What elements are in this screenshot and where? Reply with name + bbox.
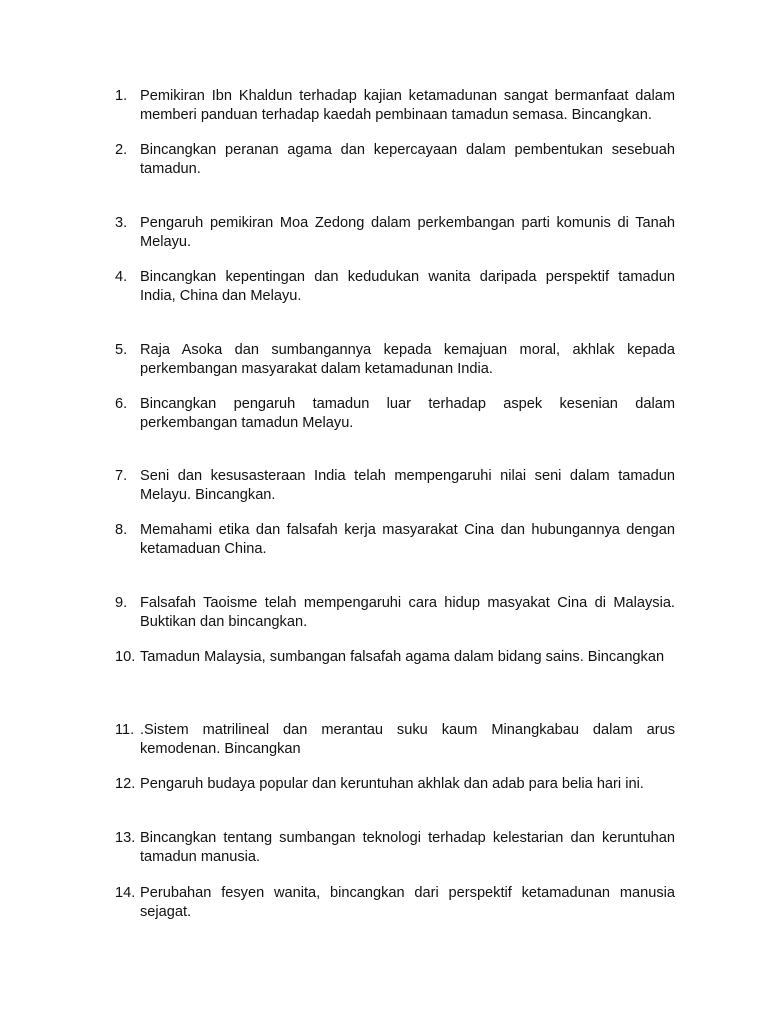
question-item-4: [115, 268, 675, 305]
question-number: 14.: [115, 885, 136, 901]
question-item-3: [115, 214, 675, 251]
question-text: Pemikiran Ibn Khaldun terhadap kajian ketamadunan sangat bermanfaat dalam memberi panduan terhadap kaedah pembinaan tamadun semasa. Bincangkan.: [140, 88, 675, 123]
question-text: Seni dan kesusasteraan India telah mempengaruhi nilai seni dalam tamadun Melayu. Bincangkan.: [140, 468, 675, 503]
question-number: 3.: [115, 215, 128, 231]
question-item-10: [115, 648, 675, 667]
question-text: Perubahan fesyen wanita, bincangkan dari perspektif ketamadunan manusia sejagat.: [140, 885, 675, 920]
question-item-14: [115, 884, 675, 921]
question-number: 6.: [115, 396, 128, 412]
question-item-11: [115, 721, 675, 758]
question-text: Pengaruh pemikiran Moa Zedong dalam perkembangan parti komunis di Tanah Melayu.: [140, 215, 675, 250]
question-number: 9.: [115, 595, 128, 611]
question-text: Tamadun Malaysia, sumbangan falsafah agama dalam bidang sains. Bincangkan: [140, 649, 665, 665]
question-number: 1.: [115, 88, 128, 104]
question-number: 10.: [115, 649, 136, 665]
question-text: Memahami etika dan falsafah kerja masyarakat Cina dan hubungannya dengan ketamaduan China.: [140, 522, 675, 557]
question-text: Bincangkan peranan agama dan kepercayaan dalam pembentukan sesebuah tamadun.: [140, 142, 675, 177]
question-number: 2.: [115, 142, 128, 158]
question-text: Falsafah Taoisme telah mempengaruhi cara hidup masyakat Cina di Malaysia. Buktikan dan bincangkan.: [140, 595, 675, 630]
question-text: .Sistem matrilineal dan merantau suku kaum Minangkabau dalam arus kemodenan. Bincangkan: [140, 722, 675, 757]
question-number: 5.: [115, 342, 128, 358]
question-number: 4.: [115, 269, 128, 285]
question-item-8: [115, 521, 675, 558]
question-number: 11.: [115, 722, 135, 738]
question-number: 8.: [115, 522, 128, 538]
question-number: 12.: [115, 776, 136, 792]
question-item-7: [115, 467, 675, 504]
question-item-5: [115, 341, 675, 378]
question-item-1: [115, 87, 675, 124]
question-item-13: [115, 829, 675, 866]
question-text: Pengaruh budaya popular dan keruntuhan akhlak dan adab para belia hari ini.: [140, 776, 644, 792]
question-item-2: [115, 141, 675, 178]
question-item-12: [115, 775, 675, 794]
question-text: Raja Asoka dan sumbangannya kepada kemajuan moral, akhlak kepada perkembangan masyarakat dalam ketamadunan India.: [140, 342, 675, 377]
question-number: 13.: [115, 830, 136, 846]
question-text: Bincangkan tentang sumbangan teknologi terhadap kelestarian dan keruntuhan tamadun manusia.: [140, 830, 675, 865]
question-text: Bincangkan kepentingan dan kedudukan wanita daripada perspektif tamadun India, China dan Melayu.: [140, 269, 675, 304]
question-item-6: [115, 395, 675, 432]
question-number: 7.: [115, 468, 128, 484]
question-text: Bincangkan pengaruh tamadun luar terhadap aspek kesenian dalam perkembangan tamadun Melayu.: [140, 396, 675, 431]
question-item-9: [115, 594, 675, 631]
